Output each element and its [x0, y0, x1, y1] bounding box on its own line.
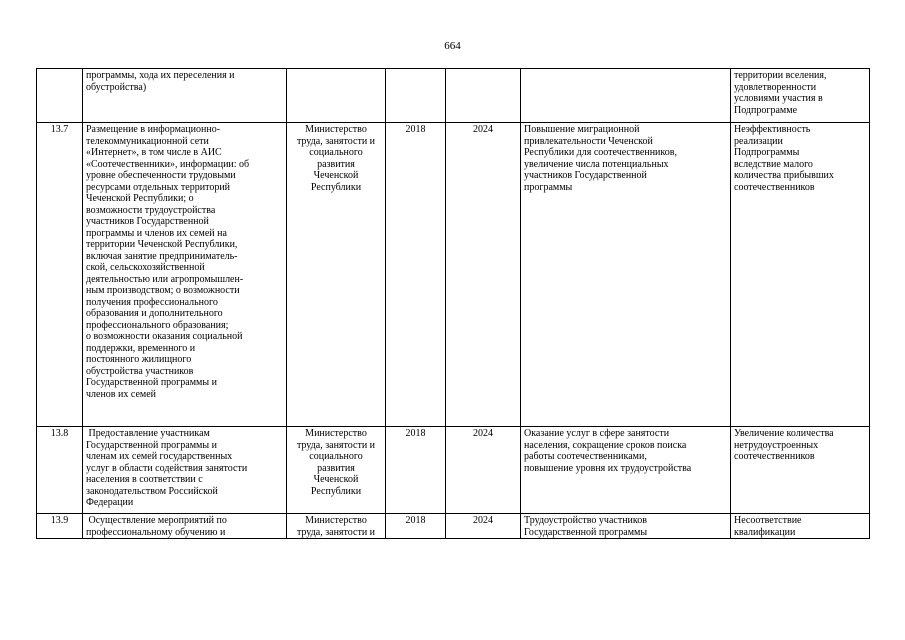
result-line: работы соотечественниками,: [524, 451, 647, 462]
year-end-cell: 2024: [446, 514, 521, 539]
result-line: повышение уровня их трудоустройства: [524, 462, 692, 474]
consequence-line: Увеличение количества: [734, 428, 834, 439]
executor-cell: [287, 69, 386, 123]
result-cell: [521, 514, 731, 539]
activity-line: ресурсами отдельных территорий: [86, 181, 231, 193]
consequence-line: условиями участия в: [734, 93, 823, 104]
activity-cell: [83, 123, 287, 427]
activity-line: телекоммуникационной сети: [86, 135, 209, 147]
result-line: привлекательности Чеченской: [524, 135, 653, 147]
activity-line: программы, хода их переселения и: [86, 70, 235, 81]
result-line: Оказание услуг в сфере занятости: [524, 428, 670, 439]
consequence-line: Неэффективность: [734, 124, 811, 135]
table-row: [37, 427, 870, 514]
measures-table: [36, 68, 870, 539]
executor-line: Республики: [310, 181, 362, 193]
activity-line: уровне обеспеченности трудовыми: [86, 170, 236, 181]
year-end-cell: 2024: [446, 123, 521, 427]
result-line: Республики для соотечественников,: [524, 147, 677, 158]
row-number-cell: 13.7: [37, 123, 83, 427]
executor-line: труда, занятости и: [296, 526, 376, 538]
activity-line: Государственной программы и: [86, 377, 217, 388]
year-start-cell: 2018: [386, 427, 446, 514]
executor-cell: [287, 514, 386, 539]
consequence-line: Подпрограмме: [734, 104, 798, 116]
result-line: Государственной программы: [524, 526, 648, 538]
consequence-line: реализации: [734, 135, 783, 147]
activity-line: Чеченской Республики; о: [86, 193, 194, 204]
activity-line: профессионального образования;: [86, 319, 229, 331]
activity-line: программы и членов их семей на: [86, 227, 227, 239]
executor-line: развития: [317, 462, 355, 474]
table-row: [37, 514, 870, 539]
activity-line: ской, сельскохозяйственной: [86, 262, 205, 273]
consequence-cell: [731, 123, 870, 427]
row-number-cell: [37, 69, 83, 123]
activity-line: «Интернет», в том числе в АИС: [86, 147, 222, 158]
executor-cell: [287, 427, 386, 514]
activity-cell: [83, 427, 287, 514]
executor-line: Чеченской: [313, 170, 359, 181]
activity-line: о возможности оказания социальной: [86, 331, 243, 342]
result-cell: [521, 69, 731, 123]
consequence-cell: [731, 69, 870, 123]
executor-cell: [287, 123, 386, 427]
activity-line: законодательством Российской: [86, 485, 218, 497]
activity-line: деятельностью или агропромышлен-: [86, 273, 244, 285]
activity-line: образования и дополнительного: [86, 308, 223, 319]
consequence-cell: [731, 514, 870, 539]
executor-line: социального: [309, 451, 363, 462]
table-row: [37, 69, 870, 123]
year-start-cell: [386, 69, 446, 123]
activity-line: членам их семей государственных: [86, 451, 233, 462]
page-number: 664: [444, 40, 461, 52]
activity-line: услуг в области содействия занятости: [86, 462, 248, 474]
activity-line: обустройства участников: [86, 365, 194, 377]
activity-line: Предоставление участникам: [86, 428, 210, 439]
table-row: [37, 123, 870, 427]
activity-line: территории Чеченской Республики,: [86, 239, 238, 250]
activity-line: профессиональному обучению и: [86, 526, 226, 538]
consequence-line: удовлетворенности: [734, 81, 817, 93]
result-line: программы: [524, 181, 573, 193]
consequence-line: вследствие малого: [734, 158, 813, 170]
activity-line: Государственной программы и: [86, 439, 217, 451]
row-number-cell: 13.8: [37, 427, 83, 514]
executor-line: Министерство: [305, 124, 367, 135]
activity-line: «Соотечественники», информации: об: [86, 158, 250, 170]
activity-line: Федерации: [86, 497, 134, 508]
activity-line: участников Государственной: [86, 216, 209, 227]
result-line: увеличение числа потенциальных: [524, 158, 669, 170]
activity-line: Осуществление мероприятий по: [86, 515, 227, 526]
result-line: Повышение миграционной: [524, 124, 640, 135]
executor-line: Чеченской: [313, 474, 359, 485]
executor-line: Республики: [310, 485, 362, 497]
consequence-cell: [731, 427, 870, 514]
consequence-line: Несоответствие: [734, 515, 802, 526]
consequence-line: территории вселения,: [734, 70, 827, 81]
activity-line: членов их семей: [86, 388, 156, 400]
executor-line: Министерство: [305, 428, 367, 439]
activity-line: ным производством; о возможности: [86, 285, 240, 296]
consequence-line: квалификации: [734, 526, 796, 538]
result-line: населения, сокращение сроков поиска: [524, 439, 687, 451]
activity-line: постоянного жилищного: [86, 354, 192, 365]
executor-line: труда, занятости и: [296, 439, 376, 451]
activity-line: населения в соответствии с: [86, 474, 203, 485]
activity-cell: [83, 514, 287, 539]
year-start-cell: 2018: [386, 514, 446, 539]
consequence-line: соотечественников: [734, 451, 815, 462]
activity-cell: [83, 69, 287, 123]
result-cell: [521, 123, 731, 427]
result-cell: [521, 427, 731, 514]
year-end-cell: [446, 69, 521, 123]
activity-line: возможности трудоустройства: [86, 204, 216, 216]
row-number-cell: 13.9: [37, 514, 83, 539]
consequence-line: Подпрограммы: [734, 147, 800, 158]
executor-line: труда, занятости и: [296, 135, 376, 147]
result-line: Трудоустройство участников: [524, 515, 647, 526]
executor-line: Министерство: [305, 515, 367, 526]
executor-line: развития: [317, 158, 355, 170]
consequence-line: количества прибывших: [734, 170, 834, 181]
consequence-line: соотечественников: [734, 181, 815, 193]
activity-line: получения профессионального: [86, 296, 218, 308]
year-end-cell: 2024: [446, 427, 521, 514]
consequence-line: нетрудоустроенных: [734, 439, 819, 451]
activity-line: поддержки, временного и: [86, 342, 196, 354]
executor-line: социального: [309, 147, 363, 158]
activity-line: Размещение в информационно-: [86, 124, 221, 135]
year-start-cell: 2018: [386, 123, 446, 427]
activity-line: обустройства): [86, 81, 147, 93]
activity-line: включая занятие предприниматель-: [86, 250, 238, 262]
result-line: участников Государственной: [524, 170, 647, 181]
